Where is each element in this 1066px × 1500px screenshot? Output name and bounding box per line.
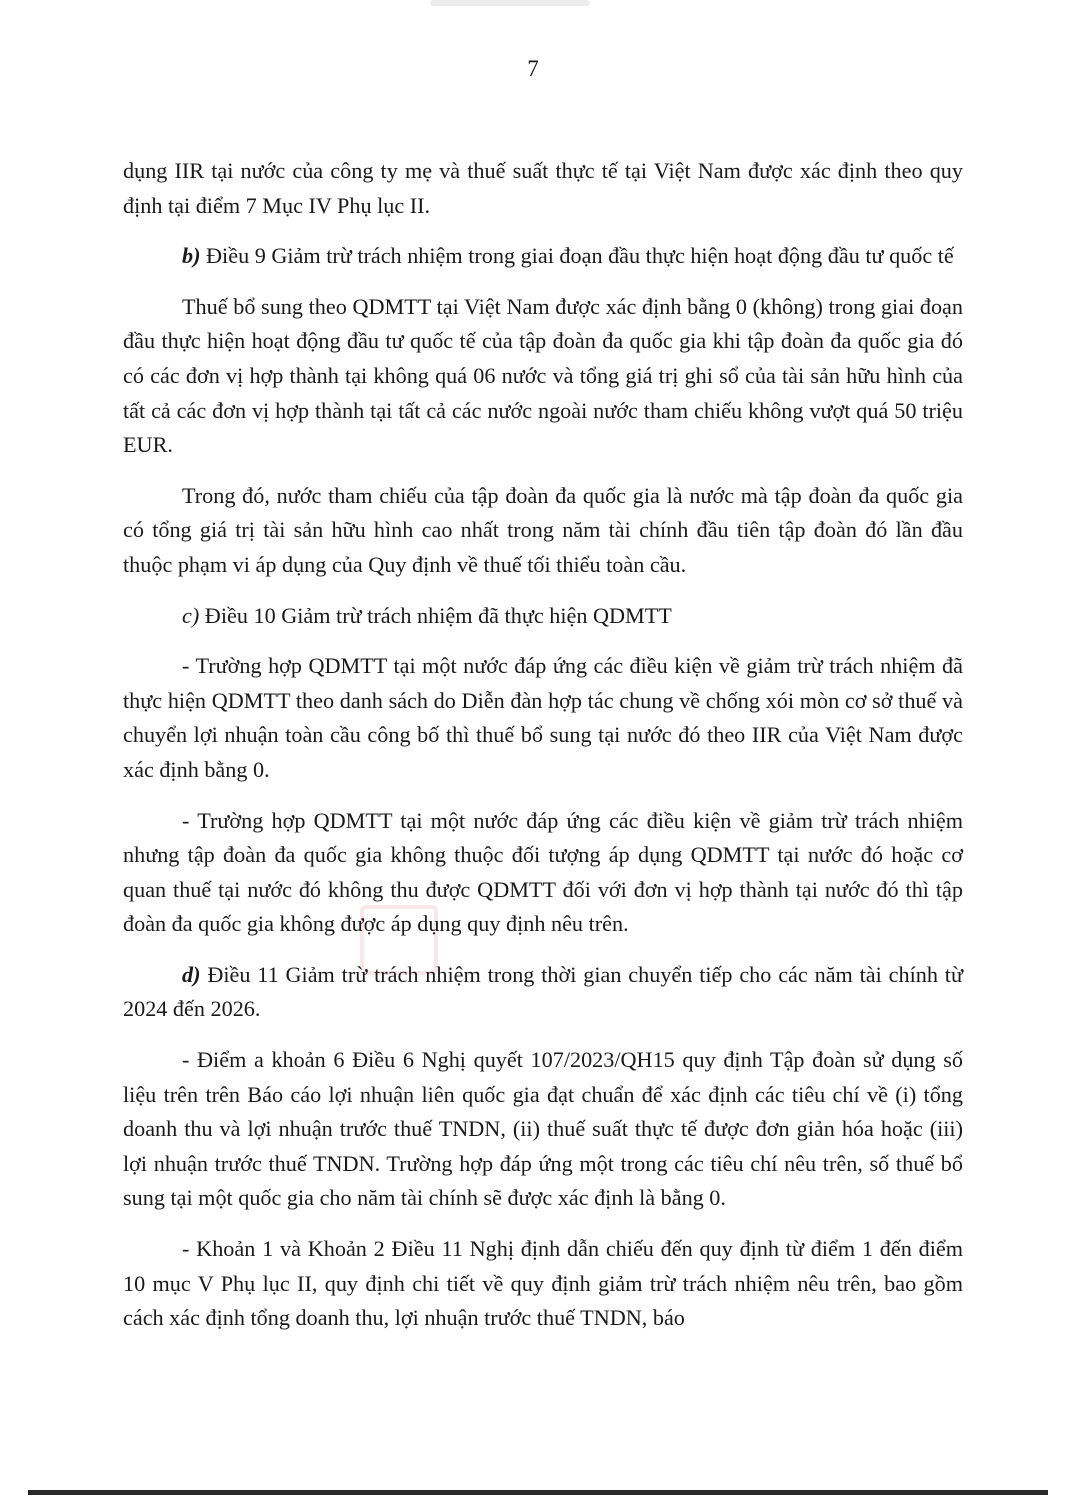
page-number: 7 [527, 56, 539, 81]
paragraph: - Trường hợp QDMTT tại một nước đáp ứng các điều kiện về giảm trừ trách nhiệm nhưng tập đoàn đa quốc gia không thuộc đối tượng áp dụng QDMTT tại nước đó hoặc cơ quan thuế tại nước đó không thu được QDMTT đối với đơn vị hợp thành tại nước đó thì tập đoàn đa quốc gia không được áp dụng quy định nêu trên. [123, 807, 963, 937]
section-heading-d: d) Điều 11 Giảm trừ trách nhiệm trong thời gian chuyển tiếp cho các năm tài chính từ 2024 đến 2026. [123, 961, 963, 1022]
paragraph: Thuế bổ sung theo QDMTT tại Việt Nam được xác định bằng 0 (không) trong giai đoạn đầu thực hiện hoạt động đầu tư quốc tế của tập đoàn đa quốc gia khi tập đoàn đa quốc gia đó có các đơn vị hợp thành tại không quá 06 nước và tổng giá trị ghi sổ của tài sản hữu hình của tất cả các đơn vị hợp thành tại tất cả các nước ngoài nước tham chiếu không vượt quá 50 triệu EUR. [123, 293, 963, 458]
section-heading-b: b) Điều 9 Giảm trừ trách nhiệm trong giai đoạn đầu thực hiện hoạt động đầu tư quốc tế [182, 243, 954, 269]
scan-smudge [430, 0, 590, 6]
paragraph: - Khoản 1 và Khoản 2 Điều 11 Nghị định dẫn chiếu đến quy định từ điểm 1 đến điểm 10 mục V Phụ lục II, quy định chi tiết về quy định giảm trừ trách nhiệm nêu trên, bao gồm cách xác định tổng doanh thu, lợi nhuận trước thuế TNDN, báo [123, 1236, 963, 1331]
paragraph: Trong đó, nước tham chiếu của tập đoàn đa quốc gia là nước mà tập đoàn đa quốc gia có tổng giá trị tài sản hữu hình cao nhất trong năm tài chính đầu tiên tập đoàn đó lần đầu thuộc phạm vi áp dụng của Quy định về thuế tối thiểu toàn cầu. [123, 482, 963, 577]
section-letter: b) [182, 243, 201, 269]
section-letter: d) [182, 961, 201, 987]
paragraph: - Điểm a khoản 6 Điều 6 Nghị quyết 107/2023/QH15 quy định Tập đoàn sử dụng số liệu trên trên Báo cáo lợi nhuận liên quốc gia đạt chuẩn để xác định các tiêu chí về (i) tổng doanh thu và lợi nhuận trước thuế TNDN, (ii) thuế suất thực tế được đơn giản hóa hoặc (iii) lợi nhuận trước thuế TNDN. Trường hợp đáp ứng một trong các tiêu chí nêu trên, số thuế bổ sung tại một quốc gia cho năm tài chính sẽ được xác định là bằng 0. [123, 1047, 963, 1211]
page-bottom-edge [28, 1490, 1048, 1495]
section-heading-c: c) Điều 10 Giảm trừ trách nhiệm đã thực hiện QDMTT [182, 602, 672, 628]
paragraph: - Trường hợp QDMTT tại một nước đáp ứng các điều kiện về giảm trừ trách nhiệm đã thực hiện QDMTT theo danh sách do Diễn đàn hợp tác chung về chống xói mòn cơ sở thuế và chuyển lợi nhuận toàn cầu công bố thì thuế bổ sung tại nước đó theo IIR của Việt Nam được xác định bằng 0. [123, 653, 963, 782]
document-body [123, 154, 963, 1352]
section-letter: c) [182, 602, 200, 628]
paragraph: dụng IIR tại nước của công ty mẹ và thuế suất thực tế tại Việt Nam được xác định theo quy định tại điểm 7 Mục IV Phụ lục II. [123, 158, 963, 218]
